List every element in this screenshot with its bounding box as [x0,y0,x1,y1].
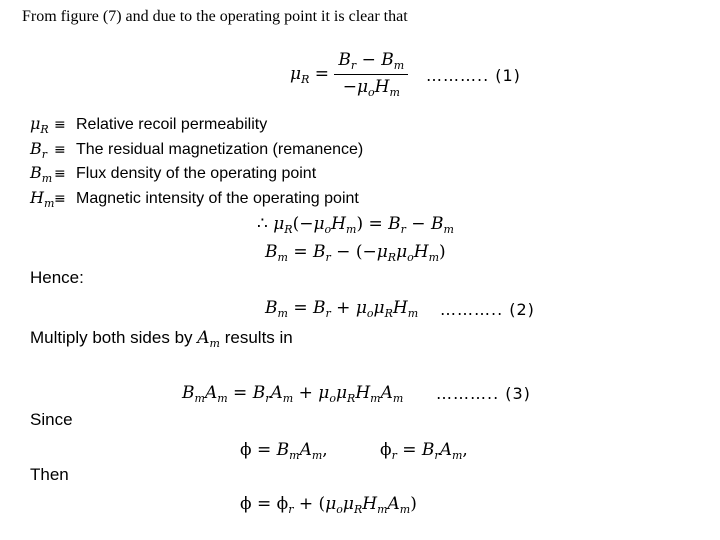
bm-equation: $B_m = B_r - (-\mu_R\mu_oH_m)$ [265,242,446,264]
equation-2-label: ……….. (2) [440,300,535,319]
equation-2: $B_m = B_r + \mu_o\mu_RH_m$ [265,298,419,320]
multiply-text: Multiply both sides by $A_m$ results in [30,328,293,350]
equation-1-fraction: $\frac{B_r - B_m}{-\mu_oH_m}$ [334,50,408,99]
intro-text: From figure (7) and due to the operating point it is clear that [22,8,408,25]
equation-1-label: ……….. (1) [426,66,521,85]
since-label: Since [30,410,73,429]
equation-3: $B_mA_m = B_rA_m + \mu_o\mu_RH_mA_m$ [182,383,404,405]
definition-row: $B_r$ ≡ The residual magnetization (remanence) [30,138,364,161]
hence-label: Hence: [30,268,84,287]
equation-3-label: ……….. (3) [436,384,531,403]
definition-row: $B_m$ ≡ Flux density of the operating point [30,163,317,185]
definition-row: $H_m\equiv$ Magnetic intensity of the operating point [30,187,359,210]
then-label: Then [30,465,69,484]
therefore-equation: ∴ $\mu_R(-\mu_oH_m) = B_r - B_m$ [257,214,454,236]
definition-row: $\mu_R$ ≡ Relative recoil permeability [30,114,268,136]
flux-equation: $\phi = B_mA_m$, [240,440,328,462]
residual-flux-equation: $\phi_r = B_rA_m$, [380,440,468,462]
final-equation: $\phi = \phi_r + (\mu_o\mu_RH_mA_m)$ [240,494,417,516]
equation-1: $\mu_R$ = $\frac{B_r - B_m}{-\mu_oH_m}$ [290,50,408,99]
definitions-list [30,114,363,212]
